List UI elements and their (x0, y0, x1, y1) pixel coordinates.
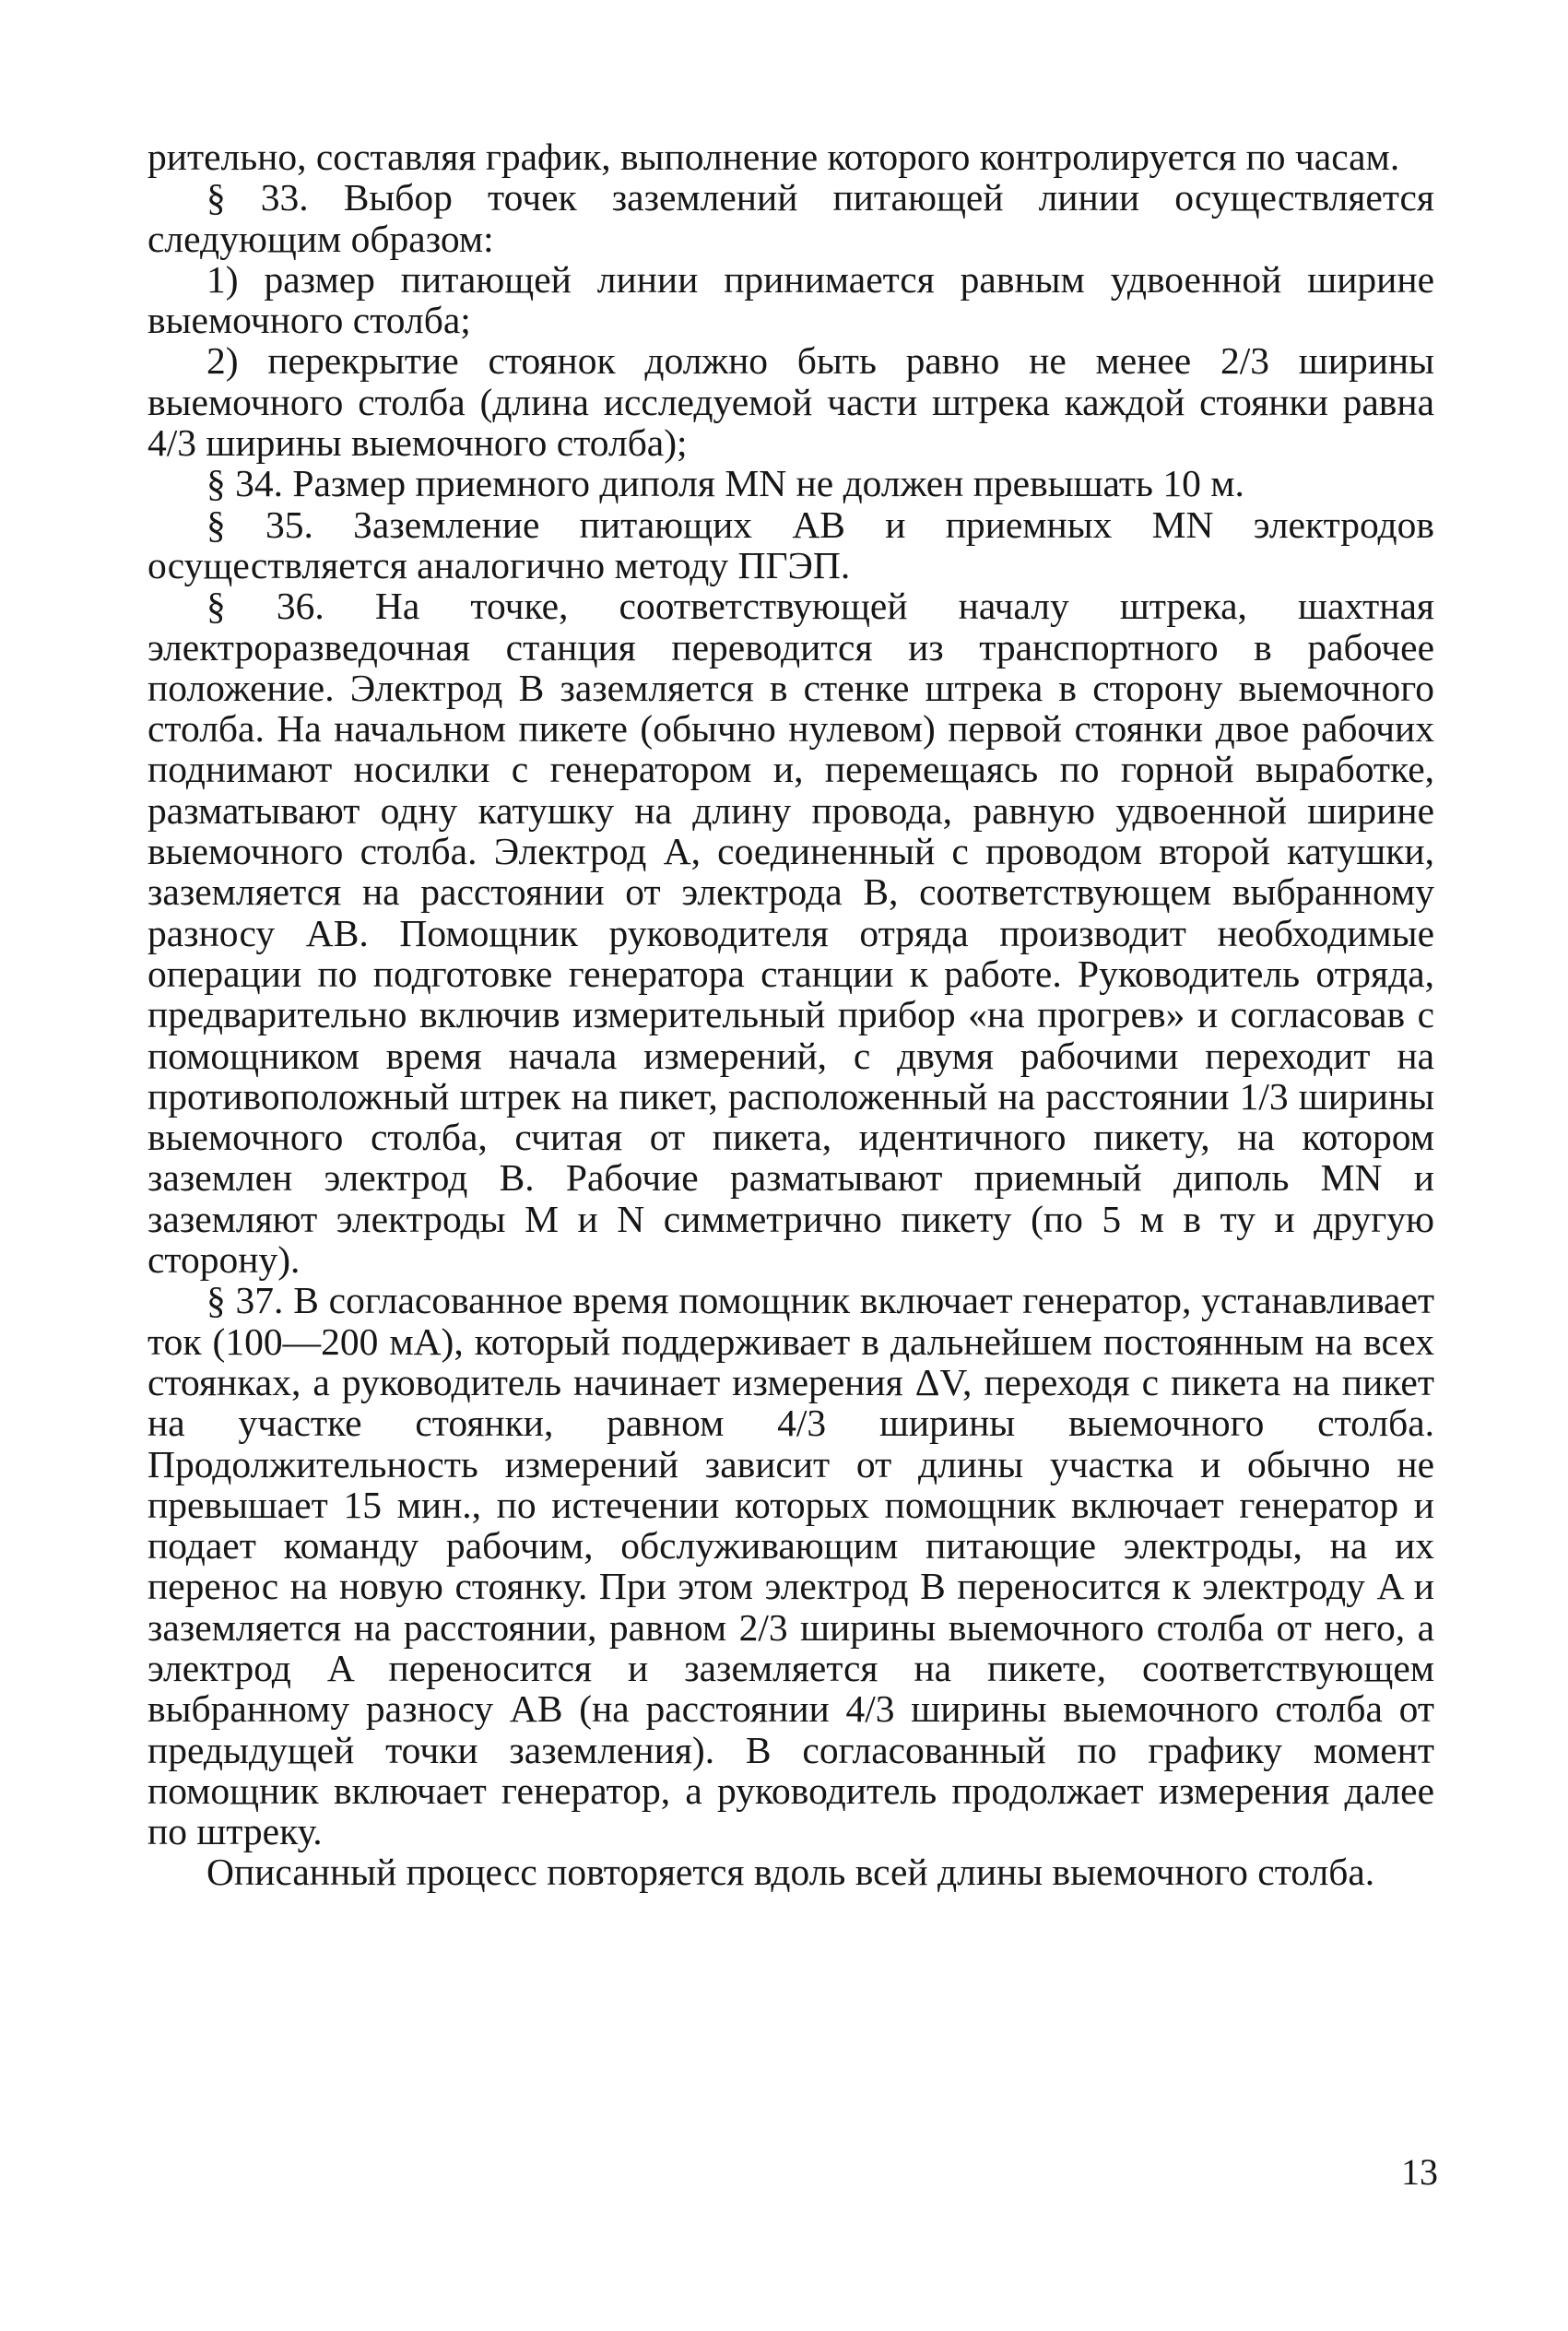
paragraph-closing: Описанный процесс повторяется вдоль всей длины выемочного столба. (206, 1851, 1375, 1894)
page-body (147, 136, 1434, 1893)
paragraph-item-1: 1) размер питающей линии принимается равным удвоенной ширине выемочного столба; (147, 257, 1434, 342)
paragraph-section-36: § 36. На точке, соответствующей началу штрека, шахтная электроразведочная станция переводится из транспортного в рабочее положение. Электрод B заземляется в стенке штрека в сторону выемочного столба. На начальном пикете (обычно нулевом) первой стоянки двое рабочих поднимают носилки с генератором и, перемещаясь по горной выработке, разматывают одну катушку на длину провода, равную удвоенной ширине выемочного столба. Электрод A, соединенный с проводом второй катушки, заземляется на расстоянии от электрода B, соответствующем выбранному разносу AB. Помощник руководителя отряда производит необходимые операции по подготовке генератора станции к работе. Руководитель отряда, предварительно включив измерительный прибор «на прогрев» и согласовав с помощником время начала измерений, с двумя рабочими переходит на противоположный штрек на пикет, расположенный на расстоянии 1/3 ширины выемочного столба, считая от пикета, идентичного пикету, на котором заземлен электрод B. Рабочие разматывают приемный диполь MN и заземляют электроды M и N симметрично пикету (по 5 м в ту и другую сторону). (147, 585, 1434, 1282)
paragraph-continuation: рительно, составляя график, выполнение которого контролируется по часам. (147, 136, 1400, 178)
paragraph-section-33: § 33. Выбор точек заземлений питающей линии осуществляется следующим образом: (147, 176, 1434, 260)
paragraph-section-35: § 35. Заземление питающих AB и приемных MN электродов осуществляется аналогично методу ПГЭП. (147, 503, 1434, 586)
paragraph-item-2: 2) перекрытие стоянок должно быть равно не менее 2/3 ширины выемочного столба (длина исследуемой части штрека каждой стоянки равна 4/3 ширины выемочного столба); (147, 339, 1434, 465)
paragraph-section-34: § 34. Размер приемного диполя MN не должен превышать 10 м. (206, 462, 1244, 505)
paragraph-section-37: § 37. В согласованное время помощник включает генератор, устанавливает ток (100—200 мА), который поддерживает в дальнейшем постоянным на всех стоянках, а руководитель начинает измерения ΔV, переходя с пикета на пикет на участке стоянки, равном 4/3 ширины выемочного столба. Продолжительность измерений зависит от длины участка и обычно не превышает 15 мин., по истечении которых помощник включает генератор и подает команду рабочим, обслуживающим питающие электроды, на их перенос на новую стоянку. При этом электрод B переносится к электроду A и заземляется на расстоянии, равном 2/3 ширины выемочного столба от него, а электрод A переносится и заземляется на пикете, соответствующем выбранному разносу AB (на расстоянии 4/3 ширины выемочного столба от предыдущей точки заземления). В согласованный по графику момент помощник включает генератор, а руководитель продолжает измерения далее по штреку. (147, 1279, 1434, 1853)
page-number: 13 (1401, 2151, 1438, 2193)
